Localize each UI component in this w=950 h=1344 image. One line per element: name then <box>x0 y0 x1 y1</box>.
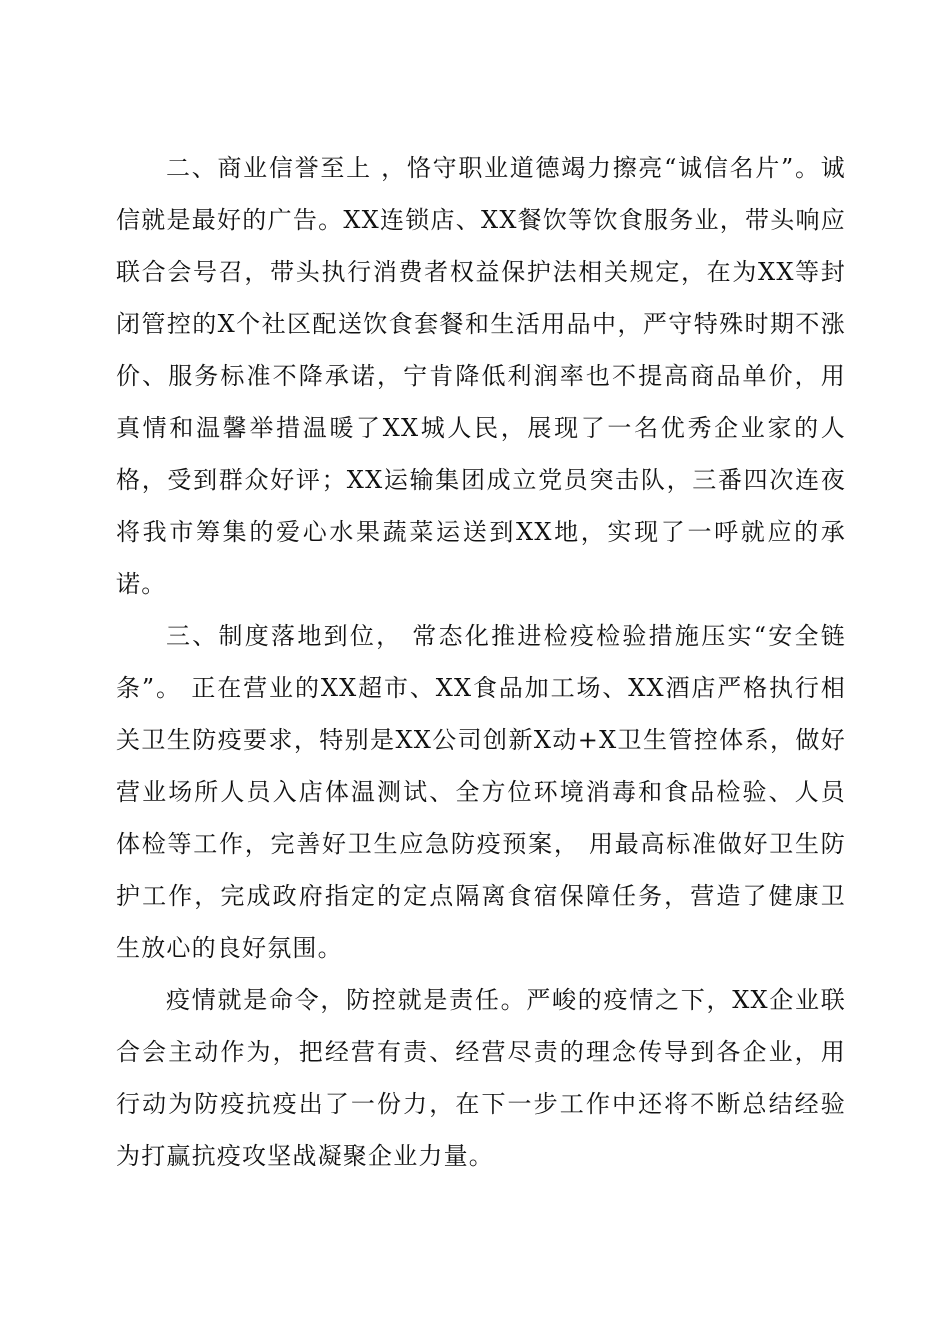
paragraph-system-implementation: 三、制度落地到位， 常态化推进检疫检验措施压实“安全链条”。 正在营业的XX超市、XX食品加工场、XX酒店严格执行相关卫生防疫要求，特别是XX公司创新X动+X卫生管控体系，做好营业场所人员入店体温测试、全方位环境消毒和食品检验、人员体检等工作，完善好卫生应急防疫预案， 用最高标准做好卫生防护工作，完成政府指定的定点隔离食宿保障任务，营造了健康卫生放心的良好氛围。 <box>116 622 846 962</box>
paragraph-business-credit: 二、商业信誉至上 ，恪守职业道德竭力擦亮“诚信名片”。诚信就是最好的广告。XX连锁店、XX餐饮等饮食服务业，带头响应联合会号召，带头执行消费者权益保护法相关规定，在为XX等封闭管控的X个社区配送饮食套餐和生活用品中，严守特殊时期不涨价、服务标准不降承诺，宁肯降低利润率也不提高商品单价，用真情和温馨举措温暖了XX城人民，展现了一名优秀企业家的人格，受到群众好评；XX运输集团成立党员突击队，三番四次连夜将我市筹集的爱心水果蔬菜运送到XX地，实现了一呼就应的承诺。 <box>116 154 846 598</box>
document-body <box>116 142 846 1182</box>
paragraph-conclusion: 疫情就是命令，防控就是责任。严峻的疫情之下，XX企业联合会主动作为，把经营有责、经营尽责的理念传导到各企业，用行动为防疫抗疫出了一份力，在下一步工作中还将不断总结经验为打赢抗疫攻坚战凝聚企业力量。 <box>116 986 846 1170</box>
